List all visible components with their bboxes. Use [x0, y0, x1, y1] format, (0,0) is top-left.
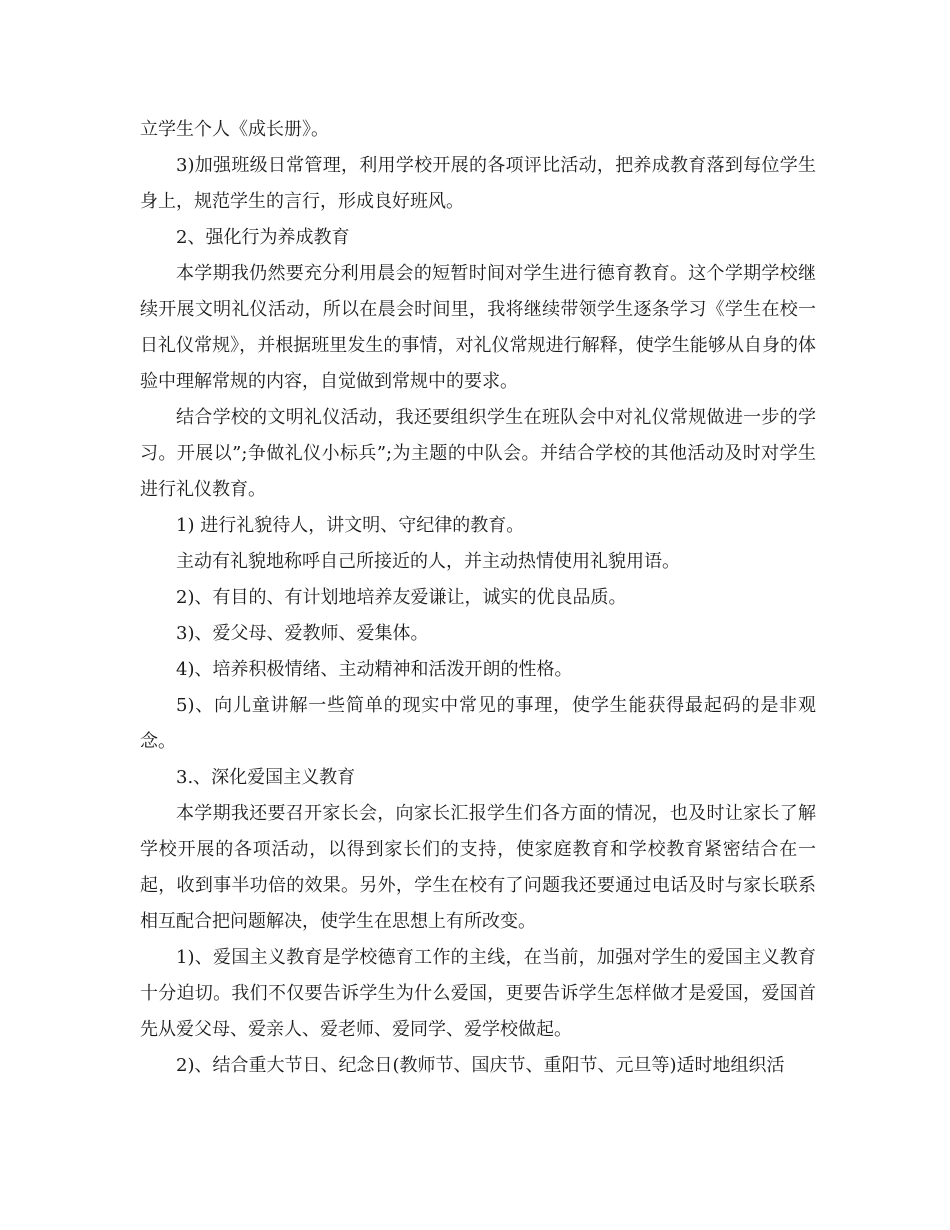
paragraph-parent-meeting: 本学期我还要召开家长会，向家长汇报学生们各方面的情况，也及时让家长了解学校开展的各项活动，以得到家长们的支持，使家庭教育和学校教育紧密结合在一起，收到事半功倍的效果。另外，学生在校有了问题我还要通过电话及时与家长联系相互配合把问题解决，使学生在思想上有所改变。: [140, 803, 816, 932]
paragraph-polite-greeting: 主动有礼貌地称呼自己所接近的人，并主动热情使用礼貌用语。: [176, 551, 680, 572]
paragraph-morning-meeting: 本学期我仍然要充分利用晨会的短暂时间对学生进行德育教育。这个学期学校继续开展文明礼仪活动，所以在晨会时间里，我将继续带领学生逐条学习《学生在校一日礼仪常规》，并根据班里发生的事情，对礼仪常规进行解释，使学生能够从自身的体验中理解常规的内容，自觉做到常规中的要求。: [140, 263, 816, 392]
paragraph-etiquette-activity: 结合学校的文明礼仪活动，我还要组织学生在班队会中对礼仪常规做进一步的学习。开展以”;争做礼仪小标兵”;为主题的中队会。并结合学校的其他活动及时对学生进行礼仪教育。: [140, 407, 816, 500]
section-heading-behavior-education: 2、强化行为养成教育: [176, 227, 350, 248]
list-item-4-positive-emotion: 4)、培养积极情绪、主动精神和活泼开朗的性格。: [176, 659, 573, 680]
paragraph-item-3-class-management: 3)加强班级日常管理，利用学校开展的各项评比活动，把养成教育落到每位学生身上，规范学生的言行，形成良好班风。: [140, 155, 816, 212]
list-item-3-love: 3)、爱父母、爱教师、爱集体。: [176, 623, 429, 644]
list-item-2-friendship: 2)、有目的、有计划地培养友爱谦让，诚实的优良品质。: [176, 587, 627, 608]
list-item-2-festivals: 2)、结合重大节日、纪念日(教师节、国庆节、重阳节、元旦等)适时地组织活: [176, 1055, 785, 1076]
document-body: [140, 112, 816, 1084]
paragraph-continuation: 立学生个人《成长册》。: [140, 119, 329, 140]
list-item-5-reasoning: 5)、向儿童讲解一些简单的现实中常见的事理，使学生能获得最起码的是非观念。: [140, 695, 816, 752]
section-heading-patriotism: 3.、深化爱国主义教育: [176, 767, 356, 788]
list-item-1-politeness: 1) 进行礼貌待人，讲文明、守纪律的教育。: [176, 515, 525, 536]
list-item-1-patriotism-mainline: 1)、爱国主义教育是学校德育工作的主线，在当前，加强对学生的爱国主义教育十分迫切。我们不仅要告诉学生为什么爱国，更要告诉学生怎样做才是爱国，爱国首先从爱父母、爱亲人、爱老师、爱同学、爱学校做起。: [140, 947, 816, 1040]
